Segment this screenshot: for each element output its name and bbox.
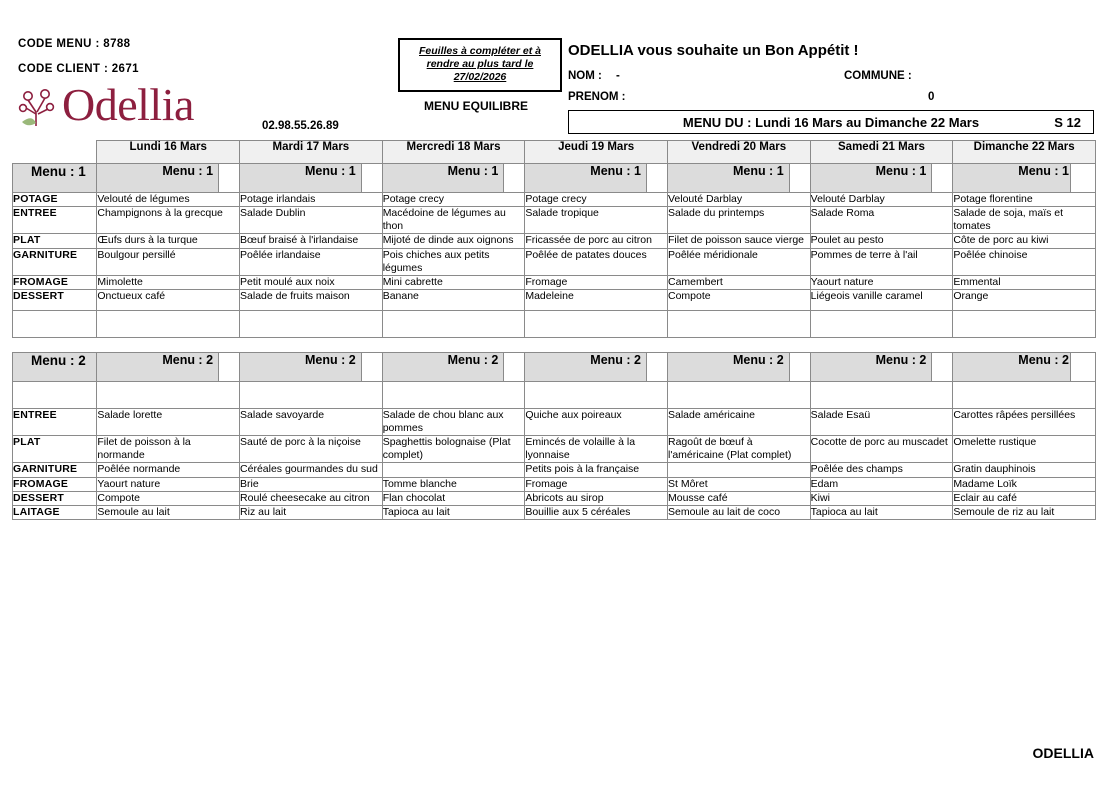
table-row [13, 505, 1096, 519]
filler-c2 [382, 310, 525, 337]
prenom-row [568, 91, 1096, 103]
table-row [13, 491, 1096, 505]
dish-m2-r3-c4 [668, 463, 811, 477]
dish-m1-r4-c4: Camembert [668, 275, 811, 289]
menu1-day-0-label: Menu : 1 [162, 164, 214, 178]
dish-m1-r2-c3: Fricassée de porc au citron [525, 234, 668, 248]
dish-m1-r1-c4: Salade du printemps [668, 207, 811, 234]
dish-m2-r6-c1: Riz au lait [240, 505, 383, 519]
dish-m2-r0-c2 [382, 381, 525, 408]
menu1-day-4-label: Menu : 1 [732, 164, 784, 178]
category-fromage-1: FROMAGE [13, 275, 97, 289]
day-header-6: Dimanche 22 Mars [953, 141, 1096, 164]
day-header-5: Samedi 21 Mars [810, 141, 953, 164]
dish-m1-r0-c3: Potage crecy [525, 193, 668, 207]
dish-m2-r0-c0 [97, 381, 240, 408]
nom-value: - [616, 70, 620, 82]
menu-table-2 [12, 352, 1096, 520]
table-row [13, 408, 1096, 435]
menu2-day-0-tail [218, 353, 239, 381]
nom-label: NOM : [568, 70, 602, 82]
menu-week-banner [568, 110, 1094, 134]
dish-m2-r3-c1: Céréales gourmandes du sud [240, 463, 383, 477]
table-row [13, 477, 1096, 491]
day-header-row [13, 141, 1096, 164]
dish-m2-r4-c2: Tomme blanche [382, 477, 525, 491]
dish-m1-r0-c5: Velouté Darblay [810, 193, 953, 207]
menu2-day-4-tail [789, 353, 810, 381]
dish-m1-r1-c1: Salade Dublin [240, 207, 383, 234]
dish-m1-r0-c6: Potage florentine [953, 193, 1096, 207]
dish-m2-r2-c4: Ragoût de bœuf à l'américaine (Plat complet) [668, 436, 811, 463]
menu1-day-1-label: Menu : 1 [304, 164, 356, 178]
dish-m1-r5-c3: Madeleine [525, 289, 668, 310]
dish-m2-r4-c4: St Môret [668, 477, 811, 491]
menu1-day-2 [382, 164, 525, 193]
dish-m1-r2-c0: Œufs durs à la turque [97, 234, 240, 248]
menu1-day-3-label: Menu : 1 [590, 164, 641, 178]
category-garniture-1: GARNITURE [13, 248, 97, 275]
dish-m1-r5-c1: Salade de fruits maison [240, 289, 383, 310]
category-potage: POTAGE [13, 193, 97, 207]
dish-m1-r5-c0: Onctueux café [97, 289, 240, 310]
dish-m2-r2-c0: Filet de poisson à la normande [97, 436, 240, 463]
dish-m1-r4-c6: Emmental [953, 275, 1096, 289]
menu-week-range: MENU DU : Lundi 16 Mars au Dimanche 22 Mars [682, 115, 980, 130]
logo-wordmark: Odellia [62, 79, 194, 130]
dish-m1-r4-c0: Mimolette [97, 275, 240, 289]
dish-m2-r1-c1: Salade savoyarde [240, 408, 383, 435]
category-laitage-2: LAITAGE [13, 505, 97, 519]
menu2-day-5-label: Menu : 2 [875, 352, 927, 367]
dish-m2-r3-c5: Poêlée des champs [810, 463, 953, 477]
menu2-day-3-tail [646, 353, 667, 381]
menu-table [12, 140, 1096, 338]
menu1-day-6-tail [1070, 164, 1095, 192]
menu2-day-1-label: Menu : 2 [304, 352, 356, 367]
week-number: S 12 [1054, 115, 1081, 130]
dish-m2-r0-c1 [240, 381, 383, 408]
dish-m2-r5-c1: Roulé cheesecake au citron [240, 491, 383, 505]
category-dessert-1: DESSERT [13, 289, 97, 310]
dish-m2-r5-c2: Flan chocolat [382, 491, 525, 505]
dish-m1-r3-c4: Poêlée méridionale [668, 248, 811, 275]
menu1-day-5-tail [931, 164, 952, 192]
footer-brand: ODELLIA [1032, 745, 1094, 761]
menu1-day-5-label: Menu : 1 [875, 164, 927, 178]
dish-m2-r6-c5: Tapioca au lait [810, 505, 953, 519]
dish-m1-r1-c3: Salade tropique [525, 207, 668, 234]
menu1-day-1 [240, 164, 383, 193]
category-plat-2: PLAT [13, 436, 97, 463]
menu1-day-2-tail [503, 164, 524, 192]
menu1-day-3 [525, 164, 668, 193]
menu1-day-0-tail [218, 164, 239, 192]
dish-m1-r3-c1: Poêlée irlandaise [240, 248, 383, 275]
table-row [13, 207, 1096, 234]
notice-line-2: rendre au plus tard le [426, 58, 534, 71]
document-header [0, 0, 1112, 140]
dish-m2-r5-c3: Abricots au sirop [525, 491, 668, 505]
bon-appetit-title: ODELLIA vous souhaite un Bon Appétit ! [568, 42, 859, 59]
menu2-label: Menu : 2 [13, 352, 97, 381]
menu2-day-4 [668, 352, 811, 381]
menu1-label: Menu : 1 [13, 164, 97, 193]
filler-cat [13, 310, 97, 337]
table-row [13, 436, 1096, 463]
menu2-blank-row [13, 381, 1096, 408]
filler-c5 [810, 310, 953, 337]
dish-m2-r6-c0: Semoule au lait [97, 505, 240, 519]
category-fromage-2: FROMAGE [13, 477, 97, 491]
menu2-day-1-tail [361, 353, 382, 381]
dish-m1-r2-c4: Filet de poisson sauce vierge [668, 234, 811, 248]
dish-m2-r1-c5: Salade Esaü [810, 408, 953, 435]
dish-m2-r6-c6: Semoule de riz au lait [953, 505, 1096, 519]
dish-m1-r5-c2: Banane [382, 289, 525, 310]
dish-m2-r6-c4: Semoule au lait de coco [668, 505, 811, 519]
corner-cell [13, 141, 97, 164]
menu1-day-3-tail [646, 164, 667, 192]
dish-m1-r3-c2: Pois chiches aux petits légumes [382, 248, 525, 275]
dish-m2-r1-c4: Salade américaine [668, 408, 811, 435]
phone-number: 02.98.55.26.89 [262, 120, 339, 132]
dish-m1-r1-c0: Champignons à la grecque [97, 207, 240, 234]
category-plat-1: PLAT [13, 234, 97, 248]
category-entree-2: ENTREE [13, 408, 97, 435]
table-row [13, 234, 1096, 248]
day-header-1: Mardi 17 Mars [240, 141, 383, 164]
category-garniture-2: GARNITURE [13, 463, 97, 477]
table-row [13, 289, 1096, 310]
dish-m1-r0-c4: Velouté Darblay [668, 193, 811, 207]
dish-m2-r3-c2 [382, 463, 525, 477]
day-header-0: Lundi 16 Mars [97, 141, 240, 164]
menu1-day-1-tail [361, 164, 382, 192]
filler-c6 [953, 310, 1096, 337]
dish-m2-r2-c5: Cocotte de porc au muscadet [810, 436, 953, 463]
dish-m1-r0-c1: Potage irlandais [240, 193, 383, 207]
dish-m2-r0-c6 [953, 381, 1096, 408]
dish-m1-r4-c3: Fromage [525, 275, 668, 289]
menu1-day-4 [668, 164, 811, 193]
dish-m2-r1-c6: Carottes râpées persillées [953, 408, 1096, 435]
logo [14, 79, 194, 130]
dish-m1-r2-c5: Poulet au pesto [810, 234, 953, 248]
dish-m2-r5-c5: Kiwi [810, 491, 953, 505]
commune-value: 0 [928, 91, 935, 103]
menu2-day-4-label: Menu : 2 [732, 352, 784, 367]
menu1-day-5 [810, 164, 953, 193]
menu2-day-5-tail [931, 353, 952, 381]
dish-m1-r4-c1: Petit moulé aux noix [240, 275, 383, 289]
menu1-filler-row [13, 310, 1096, 337]
filler-c1 [240, 310, 383, 337]
menu2-day-2-label: Menu : 2 [447, 352, 499, 367]
menu2-day-1 [240, 352, 383, 381]
dish-m2-r4-c5: Edam [810, 477, 953, 491]
dish-m2-r2-c6: Omelette rustique [953, 436, 1096, 463]
filler-c4 [668, 310, 811, 337]
menu1-day-6-label: Menu : 1 [1018, 164, 1069, 178]
prenom-label: PRENOM : [568, 91, 626, 103]
menu1-day-6 [953, 164, 1096, 193]
dish-m2-r3-c6: Gratin dauphinois [953, 463, 1096, 477]
dish-m2-r4-c3: Fromage [525, 477, 668, 491]
dish-m1-r0-c0: Velouté de légumes [97, 193, 240, 207]
dish-m1-r1-c2: Macédoine de légumes au thon [382, 207, 525, 234]
flower-icon [14, 82, 60, 128]
dish-m2-r4-c0: Yaourt nature [97, 477, 240, 491]
menu2-day-6-tail [1070, 353, 1095, 381]
dish-m1-r5-c5: Liégeois vanille caramel [810, 289, 953, 310]
category-entree-1: ENTREE [13, 207, 97, 234]
dish-m1-r4-c5: Yaourt nature [810, 275, 953, 289]
table-row [13, 193, 1096, 207]
dish-m2-r3-c0: Poêlée normande [97, 463, 240, 477]
day-header-2: Mercredi 18 Mars [382, 141, 525, 164]
dish-m2-r0-c3 [525, 381, 668, 408]
dish-m2-r4-c1: Brie [240, 477, 383, 491]
menu2-day-2-tail [503, 353, 524, 381]
notice-line-1: Feuilles à compléter et à [419, 45, 541, 57]
dish-m2-r2-c1: Sauté de porc à la niçoise [240, 436, 383, 463]
dish-m1-r5-c4: Compote [668, 289, 811, 310]
dish-m2-r1-c3: Quiche aux poireaux [525, 408, 668, 435]
dish-m2-r6-c2: Tapioca au lait [382, 505, 525, 519]
dish-m1-r2-c1: Bœuf braisé à l'irlandaise [240, 234, 383, 248]
dish-m1-r4-c2: Mini cabrette [382, 275, 525, 289]
commune-label: COMMUNE : [844, 70, 912, 82]
dish-m1-r2-c2: Mijoté de dinde aux oignons [382, 234, 525, 248]
filler-c3 [525, 310, 668, 337]
menu2-day-3-label: Menu : 2 [590, 352, 641, 367]
category-dessert-2: DESSERT [13, 491, 97, 505]
dish-m1-r3-c0: Boulgour persillé [97, 248, 240, 275]
dish-m1-r1-c5: Salade Roma [810, 207, 953, 234]
menu2-day-5 [810, 352, 953, 381]
dish-m2-r0-c4 [668, 381, 811, 408]
menu2-day-0-label: Menu : 2 [162, 352, 214, 367]
notice-box [398, 38, 562, 92]
menu2-day-0 [97, 352, 240, 381]
table-row [13, 275, 1096, 289]
filler-c0 [97, 310, 240, 337]
dish-m2-r2-c3: Emincés de volaille à la lyonnaise [525, 436, 668, 463]
dish-m2-r5-c6: Eclair au café [953, 491, 1096, 505]
code-client: CODE CLIENT : 2671 [18, 63, 139, 75]
menu2-day-2 [382, 352, 525, 381]
menu1-band-row [13, 164, 1096, 193]
dish-m2-r2-c2: Spaghettis bolognaise (Plat complet) [382, 436, 525, 463]
dish-m1-r3-c5: Pommes de terre à l'ail [810, 248, 953, 275]
dish-m1-r0-c2: Potage crecy [382, 193, 525, 207]
dish-m2-r5-c0: Compote [97, 491, 240, 505]
menu1-day-2-label: Menu : 1 [447, 164, 499, 178]
dish-m2-r1-c2: Salade de chou blanc aux pommes [382, 408, 525, 435]
code-menu: CODE MENU : 8788 [18, 38, 131, 50]
category-blank-2 [13, 381, 97, 408]
table-row [13, 463, 1096, 477]
dish-m1-r1-c6: Salade de soja, maïs et tomates [953, 207, 1096, 234]
day-header-3: Jeudi 19 Mars [525, 141, 668, 164]
menu2-day-6 [953, 352, 1096, 381]
dish-m1-r5-c6: Orange [953, 289, 1096, 310]
dish-m1-r2-c6: Côte de porc au kiwi [953, 234, 1096, 248]
day-header-4: Vendredi 20 Mars [668, 141, 811, 164]
menu2-day-3 [525, 352, 668, 381]
dish-m2-r0-c5 [810, 381, 953, 408]
dish-m1-r3-c3: Poêlée de patates douces [525, 248, 668, 275]
notice-deadline-date: 27/02/2026 [453, 71, 507, 84]
dish-m2-r6-c3: Bouillie aux 5 céréales [525, 505, 668, 519]
menu1-day-4-tail [789, 164, 810, 192]
menu2-day-6-label: Menu : 2 [1018, 352, 1069, 367]
dish-m2-r5-c4: Mousse café [668, 491, 811, 505]
dish-m2-r3-c3: Petits pois à la française [525, 463, 668, 477]
dish-m1-r3-c6: Poêlée chinoise [953, 248, 1096, 275]
dish-m2-r4-c6: Madame Loïk [953, 477, 1096, 491]
menu1-day-0 [97, 164, 240, 193]
dish-m2-r1-c0: Salade lorette [97, 408, 240, 435]
menu2-band-row [13, 352, 1096, 381]
table-row [13, 248, 1096, 275]
menu-equilibre-title: MENU EQUILIBRE [423, 99, 528, 113]
